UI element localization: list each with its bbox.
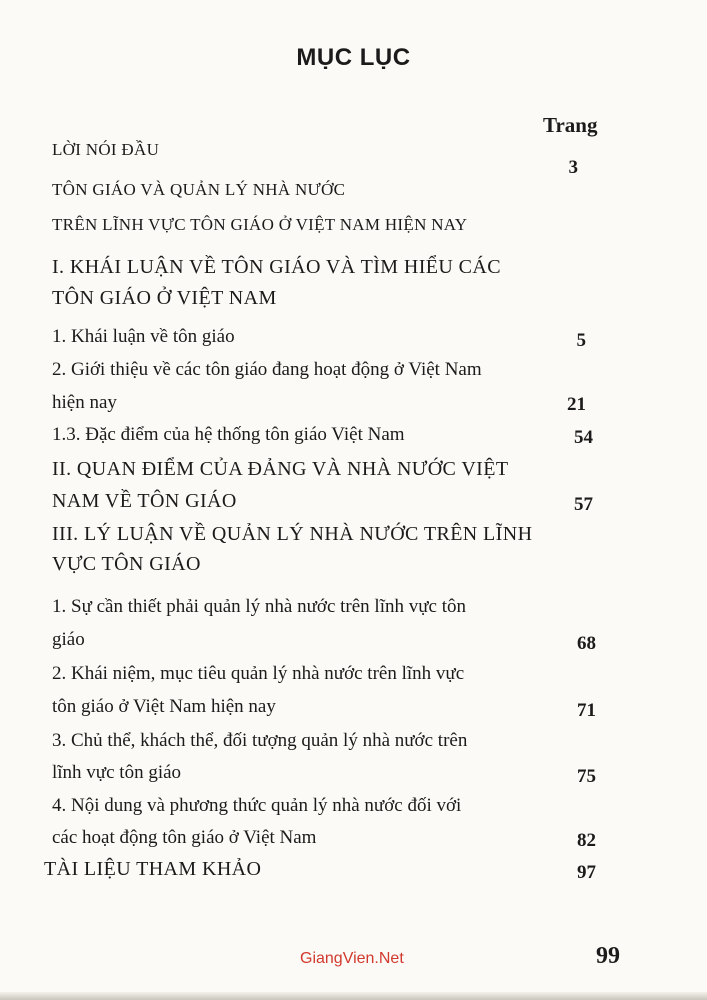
page-bottom-edge: [0, 992, 707, 1000]
page-number-3-3: 75: [577, 766, 596, 787]
book-page-number: 99: [596, 943, 620, 969]
part-title-line-1: TÔN GIÁO VÀ QUẢN LÝ NHÀ NƯỚC: [52, 180, 346, 199]
toc-entry-preface: LỜI NÓI ĐẦU: [52, 140, 160, 159]
toc-entry-1-1: 1. Khái luận về tôn giáo: [52, 326, 235, 347]
section-3-line-1: III. LÝ LUẬN VỀ QUẢN LÝ NHÀ NƯỚC TRÊN LĨNH: [52, 523, 533, 545]
page-number-references: 97: [577, 862, 596, 883]
page-number-2: 57: [574, 494, 593, 515]
toc-entry-3-4-line-1: 4. Nội dung và phương thức quản lý nhà nước đối với: [52, 795, 462, 816]
section-1-line-2: TÔN GIÁO Ở VIỆT NAM: [52, 287, 277, 309]
part-title-line-2: TRÊN LĨNH VỰC TÔN GIÁO Ở VIỆT NAM HIỆN NAY: [52, 215, 468, 234]
page-number-3-2: 71: [577, 700, 596, 721]
toc-entry-3-3-line-2: lĩnh vực tôn giáo: [52, 762, 182, 783]
page-number-3-1: 68: [577, 633, 596, 654]
toc-entry-1-2-line-1: 2. Giới thiệu về các tôn giáo đang hoạt động ở Việt Nam: [52, 359, 482, 380]
section-3-line-2: VỰC TÔN GIÁO: [52, 553, 201, 575]
toc-entry-1-2-line-2: hiện nay: [52, 392, 117, 413]
page-number-1-2: 21: [567, 394, 586, 415]
toc-entry-3-3-line-1: 3. Chủ thể, khách thể, đối tượng quản lý nhà nước trên: [52, 730, 468, 751]
toc-entry-3-4-line-2: các hoạt động tôn giáo ở Việt Nam: [52, 827, 317, 848]
toc-entry-3-1-line-2: giáo: [52, 629, 85, 650]
toc-entry-3-2-line-1: 2. Khái niệm, mục tiêu quản lý nhà nước trên lĩnh vực: [52, 663, 465, 684]
watermark-link[interactable]: GiangVien.Net: [300, 950, 404, 967]
page-number-preface: 3: [568, 157, 578, 178]
toc-entry-3-1-line-1: 1. Sự cần thiết phải quản lý nhà nước trên lĩnh vực tôn: [52, 596, 466, 617]
section-1-line-1: I. KHÁI LUẬN VỀ TÔN GIÁO VÀ TÌM HIỂU CÁC: [52, 256, 501, 278]
page-title: MỤC LỤC: [296, 44, 411, 71]
page-number-1-1: 5: [576, 330, 586, 351]
toc-entry-1-3: 1.3. Đặc điểm của hệ thống tôn giáo Việt Nam: [52, 424, 405, 445]
toc-entry-3-2-line-2: tôn giáo ở Việt Nam hiện nay: [52, 696, 276, 717]
toc-entry-references: TÀI LIỆU THAM KHẢO: [44, 858, 262, 880]
page-column-header: Trang: [543, 113, 598, 137]
section-2-line-2: NAM VỀ TÔN GIÁO: [52, 490, 237, 512]
section-2-line-1: II. QUAN ĐIỂM CỦA ĐẢNG VÀ NHÀ NƯỚC VIỆT: [52, 458, 509, 480]
page-number-3-4: 82: [577, 830, 596, 851]
page-number-1-3: 54: [574, 427, 593, 448]
